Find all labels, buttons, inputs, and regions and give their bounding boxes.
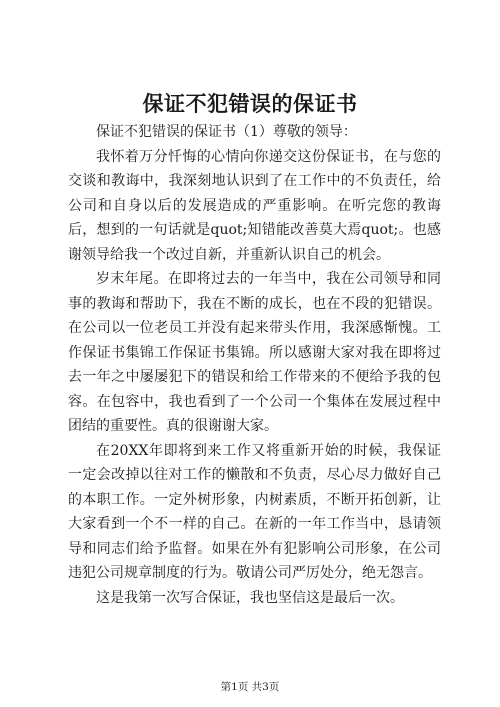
salutation-paragraph: 保证不犯错误的保证书（1）尊敬的领导： <box>96 124 357 140</box>
document-title: 保证不犯错误的保证书 <box>142 91 358 116</box>
body-paragraph: 在20XX年即将到来工作又将重新开始的时候，我保证一定会改掉以往对工作的懒散和不负责，尽心尽力做好自己的本职工作。一定外树形象，内树素质，不断开拓创新，让大家看到一个不一样的自己。在新的一年工作当中，恳请领导和同志们给予监督。如果在外有犯影响公司形象，在公司违犯公司规章制度的行为。敬请公司严厉处分，绝无怨言。 <box>68 442 441 581</box>
document-body <box>68 120 441 610</box>
page-number-footer: 第1页 共3页 <box>220 681 280 693</box>
body-paragraph: 我怀着万分忏悔的心情向你递交这份保证书，在与您的交谈和教诲中，我深刻地认识到了在工作中的不负责任，给公司和自身以后的发展造成的严重影响。在听完您的教诲后，想到的一句话就是quot;知错能改善莫大焉quot;。也感谢领导给我一个改过自新，并重新认识自己的机会。 <box>68 148 441 263</box>
body-paragraph: 岁末年尾。在即将过去的一年当中，我在公司领导和同事的教诲和帮助下，我在不断的成长，也在不段的犯错误。在公司以一位老员工并没有起来带头作用，我深感惭愧。工作保证书集锦工作保证书集锦。所以感谢大家对我在即将过去一年之中屡屡犯下的错误和给工作带来的不便给予我的包容。在包容中，我也看到了一个公司一个集体在发展过程中团结的重要性。真的很谢谢大家。 <box>68 271 441 434</box>
closing-paragraph: 这是我第一次写合保证，我也坚信这是最后一次。 <box>96 589 404 606</box>
